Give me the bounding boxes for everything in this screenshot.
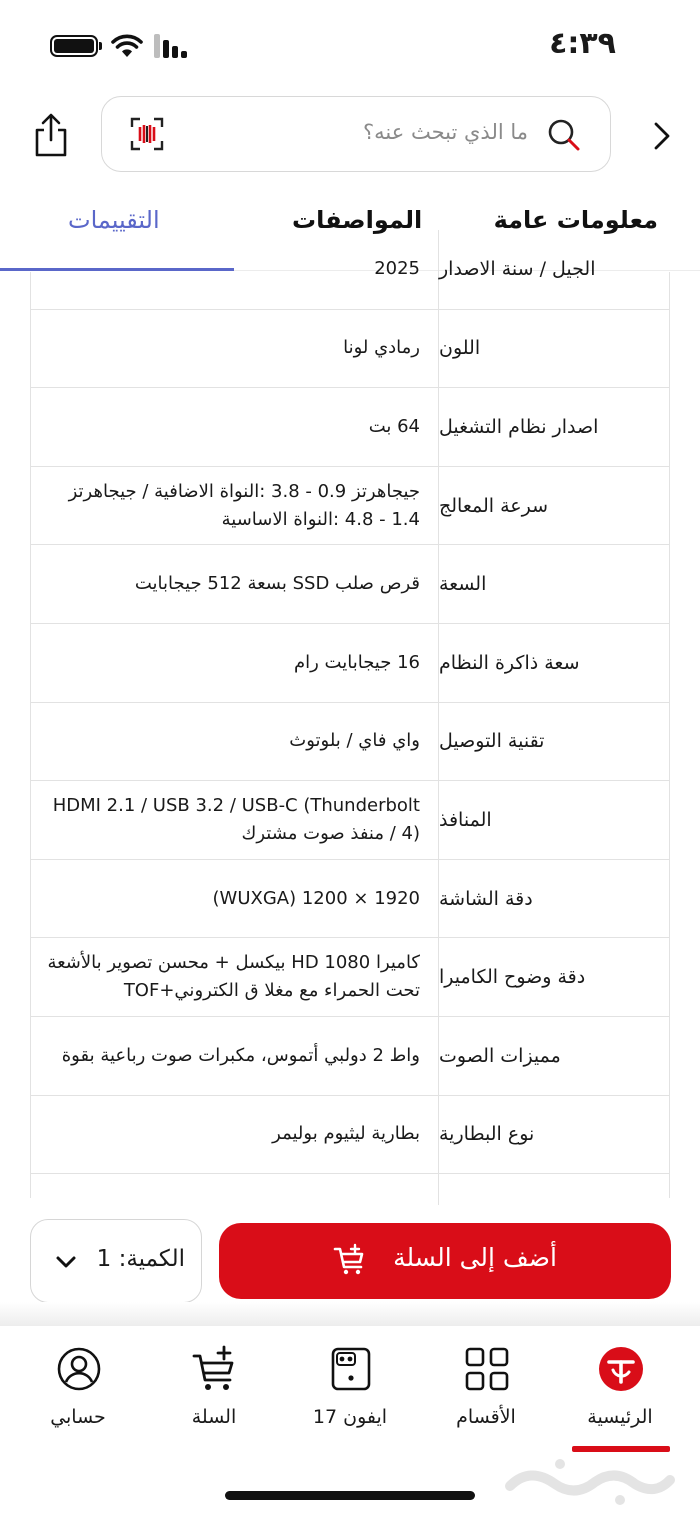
quantity-select[interactable]	[30, 1219, 202, 1303]
spec-value: HDMI 2.1 / USB 3.2 / USB-C (Thunderbolt 4) / منفذ صوت مشترك	[52, 794, 420, 844]
spec-label: تقنية التوصيل	[438, 703, 670, 781]
home-logo-icon	[598, 1346, 644, 1392]
spec-value: بطارية ليثيوم بوليمر	[272, 1123, 420, 1145]
spec-label: اصدار نظام التشغيل	[438, 388, 670, 466]
add-cart-icon	[333, 1243, 367, 1277]
nav-label-account: حسابي	[50, 1406, 106, 1428]
haraj-watermark-logo	[500, 1446, 680, 1508]
spec-row	[30, 309, 670, 388]
spec-row	[30, 1095, 670, 1174]
specs-table-viewport[interactable]	[0, 258, 700, 1198]
nav-item-iphone[interactable]	[290, 1346, 410, 1456]
quantity-label: الكمية: 1	[96, 1246, 185, 1272]
signal-icon	[154, 34, 190, 58]
nav-label-home: الرئيسية	[587, 1406, 653, 1428]
share-icon[interactable]	[26, 110, 76, 160]
header	[0, 96, 700, 176]
grid-icon	[464, 1346, 510, 1392]
nav-label-categories: الأقسام	[456, 1406, 516, 1428]
spec-value: 2025	[374, 258, 420, 280]
spec-label: دقة وضوح الكاميرا	[438, 938, 670, 1016]
search-box[interactable]	[101, 96, 611, 172]
nav-label-iphone: ايفون 17	[312, 1406, 388, 1428]
nav-item-categories[interactable]	[426, 1346, 546, 1456]
add-to-cart-label: أضف إلى السلة	[393, 1243, 557, 1272]
iphone-icon	[328, 1346, 374, 1392]
spec-label: دقة الشاشة	[438, 860, 670, 938]
spec-row	[30, 780, 670, 859]
tab-specifications[interactable]: المواصفات	[292, 206, 423, 234]
bottom-nav	[0, 1326, 700, 1514]
cart-bar-shadow	[0, 1302, 700, 1326]
spec-label: سعة ذاكرة النظام	[438, 624, 670, 702]
spec-value: 1920 × 1200 (WUXGA)	[212, 887, 420, 909]
add-to-cart-button[interactable]	[219, 1223, 671, 1299]
spec-label: المنافذ	[438, 781, 670, 859]
spec-row	[30, 466, 670, 545]
battery-tip	[99, 42, 102, 50]
spec-value: رمادي لونا	[343, 337, 420, 359]
spec-label: نوع البطارية	[438, 1096, 670, 1174]
spec-row	[30, 937, 670, 1016]
spec-label: مميزات الصوت	[438, 1017, 670, 1095]
spec-row	[30, 1016, 670, 1095]
chevron-right-icon[interactable]	[646, 116, 676, 156]
battery-icon	[50, 35, 98, 57]
spec-value: كاميرا HD 1080 بيكسل + محسن تصوير بالأشعة تحت الحمراء مع مغلا ق الكتروني+TOF	[47, 952, 420, 1002]
status-time: ٤:٣٩	[549, 26, 616, 61]
wifi-icon	[110, 31, 144, 59]
tab-reviews[interactable]: التقييمات	[68, 206, 160, 234]
spec-label: اللون	[438, 310, 670, 388]
status-bar	[0, 0, 700, 90]
spec-row	[30, 544, 670, 623]
nav-label-cart: السلة	[191, 1406, 237, 1428]
chevron-down-icon	[55, 1254, 77, 1270]
spec-value: واي فاي / بلوتوث	[289, 730, 420, 752]
spec-label: الجيل / سنة الاصدار	[438, 230, 670, 309]
spec-label: السعة	[438, 545, 670, 623]
spec-row	[30, 702, 670, 781]
spec-value: جيجاهرتز 0.9 - 3.8 :النواة الاضافية / جيجاهرتز 1.4 - 4.8 :النواة الاساسية	[68, 480, 420, 530]
spec-row	[30, 387, 670, 466]
home-indicator	[225, 1491, 475, 1500]
specs-table	[30, 230, 670, 1252]
spec-value: 16 جيجابايت رام	[293, 651, 420, 673]
spec-row	[30, 230, 670, 309]
cart-icon	[192, 1346, 238, 1392]
barcode-scan-icon[interactable]	[130, 117, 164, 151]
spec-value: قرص صلب SSD بسعة 512 جيجابايت	[134, 573, 420, 595]
nav-item-cart[interactable]	[154, 1346, 274, 1456]
user-icon	[56, 1346, 102, 1392]
tab-general-info[interactable]: معلومات عامة	[493, 206, 658, 234]
nav-item-account[interactable]	[18, 1346, 138, 1456]
spec-row	[30, 623, 670, 702]
spec-value: 64 بت	[368, 415, 420, 437]
search-input[interactable]: ما الذي تبحث عنه؟	[363, 120, 528, 144]
spec-row	[30, 859, 670, 938]
nav-item-home[interactable]	[560, 1346, 680, 1456]
spec-label: سرعة المعالج	[438, 467, 670, 545]
spec-value: واط 2 دولبي أتموس، مكبرات صوت رباعية بقوة	[61, 1044, 420, 1066]
search-icon[interactable]	[546, 117, 582, 153]
